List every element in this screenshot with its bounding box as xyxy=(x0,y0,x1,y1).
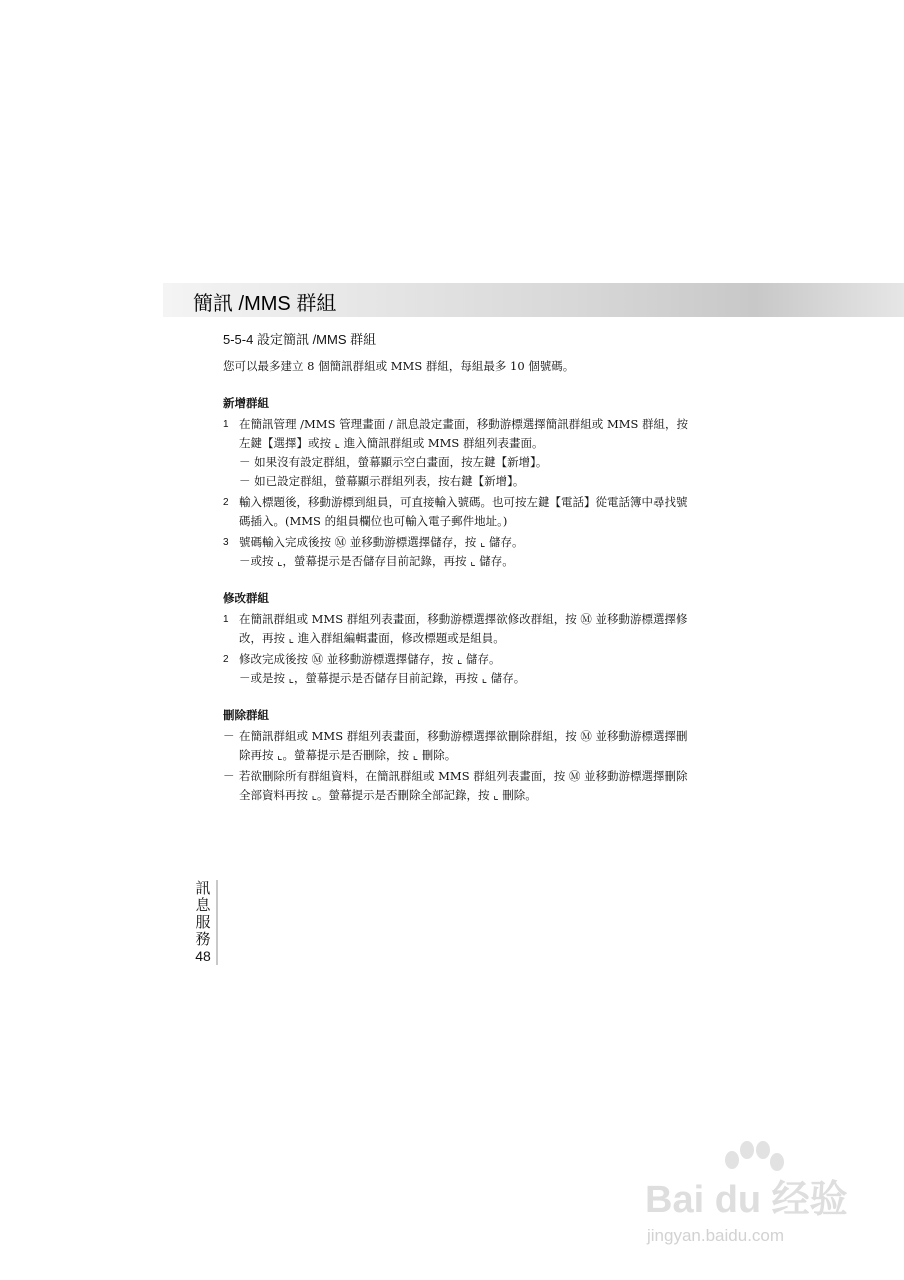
step-number: 1 xyxy=(223,614,229,625)
item-text: 在簡訊群組或 MMS 群組列表畫面，移動游標選擇欲刪除群組，按 Ⓜ 並移動游標選擇刪除再按 ⌞。螢幕提示是否刪除，按 ⌞ 刪除。 xyxy=(239,729,688,762)
step-text: 號碼輸入完成後按 Ⓜ 並移動游標選擇儲存，按 ⌞ 儲存。 xyxy=(239,535,524,549)
step-note: －或按 ⌞，螢幕提示是否儲存目前記錄，再按 ⌞ 儲存。 xyxy=(239,554,514,568)
edit-group-heading: 修改群組 xyxy=(223,591,269,605)
step-number: 1 xyxy=(223,419,229,430)
step-number: 3 xyxy=(223,537,229,548)
watermark-url: jingyan.baidu.com xyxy=(647,1226,785,1245)
step-text: 輸入標題後，移動游標到組員，可直接輸入號碼。也可按左鍵【電話】從電話簿中尋找號碼插入。(MMS 的組員欄位也可輸入電子郵件地址。) xyxy=(239,495,688,528)
edit-group-step-2 xyxy=(223,650,698,688)
step-note: － 如果沒有設定群組，螢幕顯示空白畫面，按左鍵【新增】。 xyxy=(239,455,548,469)
chapter-side-tab xyxy=(193,880,218,965)
step-note: －或是按 ⌞，螢幕提示是否儲存目前記錄，再按 ⌞ 儲存。 xyxy=(239,671,526,685)
step-note: － 如已設定群組，螢幕顯示群組列表，按右鍵【新增】。 xyxy=(239,474,525,488)
add-group-heading: 新增群組 xyxy=(223,396,269,410)
content-area xyxy=(223,330,698,823)
section-title: 5-5-4 設定簡訊 /MMS 群組 xyxy=(223,332,377,347)
delete-group-item-2 xyxy=(223,767,698,805)
step-text: 修改完成後按 Ⓜ 並移動游標選擇儲存，按 ⌞ 儲存。 xyxy=(239,652,501,666)
step-text: 在簡訊群組或 MMS 群組列表畫面，移動游標選擇欲修改群組，按 Ⓜ 並移動游標選擇修改，再按 ⌞ 進入群組編輯畫面，修改標題或是組員。 xyxy=(239,612,688,645)
add-group-step-3 xyxy=(223,533,698,571)
page-header-title: 簡訊 /MMS 群組 xyxy=(193,293,337,315)
delete-group-heading: 刪除群組 xyxy=(223,708,269,722)
add-group-step-1 xyxy=(223,415,698,491)
page-number: 48 xyxy=(195,948,211,964)
chapter-char: 息 xyxy=(195,896,211,914)
add-group-step-2 xyxy=(223,493,698,531)
intro-paragraph: 您可以最多建立 8 個簡訊群組或 MMS 群組，每組最多 10 個號碼。 xyxy=(223,359,575,373)
step-text: 在簡訊管理 /MMS 管理畫面 / 訊息設定畫面，移動游標選擇簡訊群組或 MMS 群組，按左鍵【選擇】或按 ⌞ 進入簡訊群組或 MMS 群組列表畫面。 xyxy=(239,417,689,450)
bullet-dash: － xyxy=(223,769,235,783)
step-number: 2 xyxy=(223,497,229,508)
edit-group-step-1 xyxy=(223,610,698,648)
watermark-brand: Bai du 经验 xyxy=(645,1179,848,1221)
chapter-char: 服 xyxy=(195,913,211,931)
step-number: 2 xyxy=(223,654,229,665)
chapter-char: 務 xyxy=(195,930,211,948)
edit-group-section xyxy=(223,589,698,688)
bullet-dash: － xyxy=(223,729,235,743)
delete-group-item-1 xyxy=(223,727,698,765)
watermark xyxy=(645,1140,865,1270)
item-text: 若欲刪除所有群組資料，在簡訊群組或 MMS 群組列表畫面，按 Ⓜ 並移動游標選擇刪除全部資料再按 ⌞。螢幕提示是否刪除全部記錄，按 ⌞ 刪除。 xyxy=(239,769,688,802)
delete-group-section xyxy=(223,706,698,805)
add-group-section xyxy=(223,394,698,571)
chapter-char: 訊 xyxy=(195,879,211,897)
